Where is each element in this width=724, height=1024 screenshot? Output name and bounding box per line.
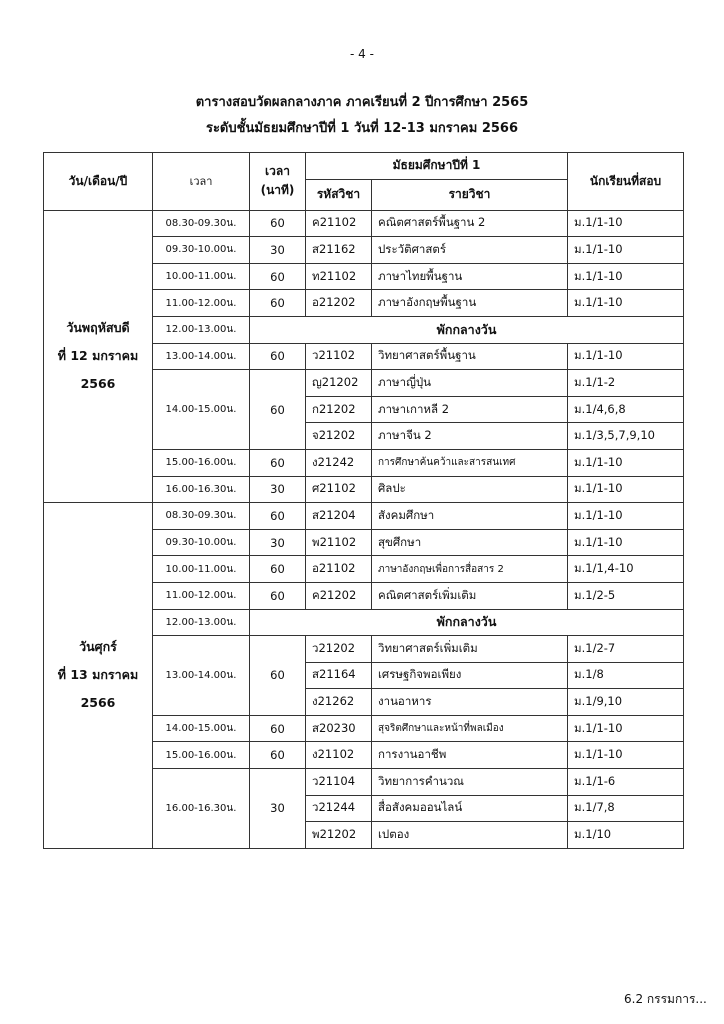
header-day: วัน/เดือน/ปี <box>44 153 153 211</box>
subject-cell: วิทยาศาสตร์เพิ่มเติม <box>372 636 568 663</box>
students-cell: ม.1/1-2 <box>568 370 684 397</box>
students-cell: ม.1/1-10 <box>568 529 684 556</box>
code-cell: ว21102 <box>306 343 372 370</box>
students-cell: ม.1/1-10 <box>568 343 684 370</box>
document-title <box>0 90 724 142</box>
day-cell-thursday <box>44 210 153 503</box>
subject-cell: วิทยาการคำนวณ <box>372 769 568 796</box>
time-cell: 08.30-09.30น. <box>153 210 250 237</box>
header-level-group: มัธยมศึกษาปีที่ 1 <box>306 153 568 180</box>
header-students: นักเรียนที่สอบ <box>568 153 684 211</box>
subject-cell: ภาษาญี่ปุ่น <box>372 370 568 397</box>
day1-line2: ที่ 12 มกราคม <box>57 348 139 364</box>
time-cell: 16.00-16.30น. <box>153 476 250 503</box>
header-duration <box>250 153 306 211</box>
time-cell: 10.00-11.00น. <box>153 556 250 583</box>
students-cell: ม.1/8 <box>568 662 684 689</box>
code-cell: ง21102 <box>306 742 372 769</box>
time-cell: 16.00-16.30น. <box>153 769 250 849</box>
subject-cell: ภาษาจีน 2 <box>372 423 568 450</box>
duration-cell: 60 <box>250 370 306 450</box>
header-subject: รายวิชา <box>372 179 568 210</box>
time-cell: 15.00-16.00น. <box>153 742 250 769</box>
subject-cell: เศรษฐกิจพอเพียง <box>372 662 568 689</box>
duration-cell: 60 <box>250 263 306 290</box>
subject-cell: ประวัติศาสตร์ <box>372 237 568 264</box>
code-cell: ก21202 <box>306 396 372 423</box>
students-cell: ม.1/1-10 <box>568 449 684 476</box>
subject-cell: การงานอาชีพ <box>372 742 568 769</box>
duration-cell: 30 <box>250 529 306 556</box>
students-cell: ม.1/1-10 <box>568 503 684 530</box>
subject-cell: ศิลปะ <box>372 476 568 503</box>
time-cell: 11.00-12.00น. <box>153 290 250 317</box>
time-cell: 15.00-16.00น. <box>153 449 250 476</box>
duration-cell: 60 <box>250 449 306 476</box>
table-row <box>44 210 684 237</box>
code-cell: ง21262 <box>306 689 372 716</box>
students-cell: ม.1/1-10 <box>568 263 684 290</box>
code-cell: ว21202 <box>306 636 372 663</box>
duration-cell: 60 <box>250 210 306 237</box>
students-cell: ม.1/1-10 <box>568 476 684 503</box>
code-cell: ว21244 <box>306 795 372 822</box>
duration-cell: 30 <box>250 237 306 264</box>
code-cell: ค21102 <box>306 210 372 237</box>
duration-cell: 60 <box>250 290 306 317</box>
subject-cell: ภาษาเกาหลี 2 <box>372 396 568 423</box>
students-cell: ม.1/1-10 <box>568 237 684 264</box>
code-cell: ส21164 <box>306 662 372 689</box>
subject-cell: คณิตศาสตร์พื้นฐาน 2 <box>372 210 568 237</box>
time-cell: 13.00-14.00น. <box>153 343 250 370</box>
time-cell: 12.00-13.00น. <box>153 316 250 343</box>
code-cell: ส21204 <box>306 503 372 530</box>
students-cell: ม.1/1-10 <box>568 290 684 317</box>
students-cell: ม.1/2-7 <box>568 636 684 663</box>
subject-cell: ภาษาอังกฤษเพื่อการสื่อสาร 2 <box>372 556 568 583</box>
code-cell: ง21242 <box>306 449 372 476</box>
title-line-1: ตารางสอบวัดผลกลางภาค ภาคเรียนที่ 2 ปีการศึกษา 2565 <box>195 95 529 110</box>
duration-cell: 60 <box>250 503 306 530</box>
code-cell: ว21104 <box>306 769 372 796</box>
students-cell: ม.1/3,5,7,9,10 <box>568 423 684 450</box>
code-cell: พ21202 <box>306 822 372 849</box>
code-cell: ญ21202 <box>306 370 372 397</box>
students-cell: ม.1/9,10 <box>568 689 684 716</box>
subject-cell: สุจริตศึกษาและหน้าที่พลเมือง <box>372 715 568 742</box>
day2-line2: ที่ 13 มกราคม <box>57 667 139 683</box>
code-cell: อ21102 <box>306 556 372 583</box>
header-code: รหัสวิชา <box>306 179 372 210</box>
duration-cell: 60 <box>250 742 306 769</box>
header-time: เวลา <box>153 153 250 211</box>
subject-cell: คณิตศาสตร์เพิ่มเติม <box>372 582 568 609</box>
duration-cell: 60 <box>250 556 306 583</box>
students-cell: ม.1/1-10 <box>568 715 684 742</box>
footer-continuation: 6.2 กรรมการ... <box>624 992 707 1006</box>
code-cell: อ21202 <box>306 290 372 317</box>
subject-cell: สังคมศึกษา <box>372 503 568 530</box>
day1-line3: 2566 <box>80 376 116 392</box>
subject-cell: ภาษาไทยพื้นฐาน <box>372 263 568 290</box>
duration-cell: 60 <box>250 715 306 742</box>
subject-cell: งานอาหาร <box>372 689 568 716</box>
students-cell: ม.1/4,6,8 <box>568 396 684 423</box>
lunch-break-label: พักกลางวัน <box>250 316 684 343</box>
subject-cell: เปตอง <box>372 822 568 849</box>
students-cell: ม.1/1-6 <box>568 769 684 796</box>
code-cell: จ21202 <box>306 423 372 450</box>
title-line-2: ระดับชั้นมัธยมศึกษาปีที่ 1 วันที่ 12-13 มกราคม 2566 <box>205 121 519 136</box>
students-cell: ม.1/7,8 <box>568 795 684 822</box>
time-cell: 12.00-13.00น. <box>153 609 250 636</box>
code-cell: ศ21102 <box>306 476 372 503</box>
subject-cell: สุขศึกษา <box>372 529 568 556</box>
header-duration-line1: เวลา <box>265 164 290 179</box>
duration-cell: 60 <box>250 582 306 609</box>
day-cell-friday <box>44 503 153 849</box>
lunch-break-label: พักกลางวัน <box>250 609 684 636</box>
subject-cell: สื่อสังคมออนไลน์ <box>372 795 568 822</box>
students-cell: ม.1/1-10 <box>568 742 684 769</box>
time-cell: 14.00-15.00น. <box>153 370 250 450</box>
header-row <box>44 153 684 180</box>
table-row <box>44 503 684 530</box>
code-cell: พ21102 <box>306 529 372 556</box>
duration-cell: 30 <box>250 476 306 503</box>
duration-cell: 60 <box>250 636 306 716</box>
code-cell: ส21162 <box>306 237 372 264</box>
time-cell: 09.30-10.00น. <box>153 529 250 556</box>
page-number: - 4 - <box>350 47 374 61</box>
students-cell: ม.1/1-10 <box>568 210 684 237</box>
time-cell: 10.00-11.00น. <box>153 263 250 290</box>
time-cell: 14.00-15.00น. <box>153 715 250 742</box>
subject-cell: ภาษาอังกฤษพื้นฐาน <box>372 290 568 317</box>
code-cell: ค21202 <box>306 582 372 609</box>
students-cell: ม.1/1,4-10 <box>568 556 684 583</box>
duration-cell: 60 <box>250 343 306 370</box>
exam-schedule-table <box>43 152 684 849</box>
time-cell: 08.30-09.30น. <box>153 503 250 530</box>
duration-cell: 30 <box>250 769 306 849</box>
code-cell: ส20230 <box>306 715 372 742</box>
subject-cell: วิทยาศาสตร์พื้นฐาน <box>372 343 568 370</box>
day2-line3: 2566 <box>80 695 116 711</box>
code-cell: ท21102 <box>306 263 372 290</box>
day2-line1: วันศุกร์ <box>79 639 117 655</box>
time-cell: 13.00-14.00น. <box>153 636 250 716</box>
time-cell: 09.30-10.00น. <box>153 237 250 264</box>
header-duration-line2: (นาที) <box>260 183 295 198</box>
students-cell: ม.1/2-5 <box>568 582 684 609</box>
time-cell: 11.00-12.00น. <box>153 582 250 609</box>
day1-line1: วันพฤหัสบดี <box>66 320 130 336</box>
subject-cell: การศึกษาค้นคว้าและสารสนเทศ <box>372 449 568 476</box>
students-cell: ม.1/10 <box>568 822 684 849</box>
